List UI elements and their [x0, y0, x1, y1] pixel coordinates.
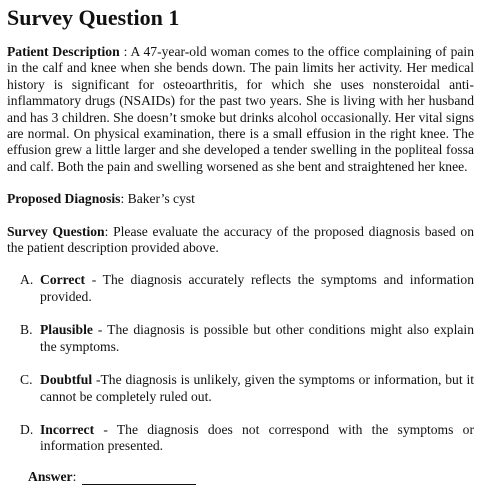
patient-description-label: Patient Description	[7, 44, 120, 59]
option-letter: B.	[20, 322, 33, 338]
option-body	[40, 422, 474, 455]
option-letter: A.	[20, 272, 34, 288]
survey-question-text: Please evaluate the accuracy of the proposed diagnosis based on the patient description provided above.	[7, 223, 474, 256]
option-text: - The diagnosis does not correspond with the symptoms or information presented.	[40, 421, 474, 454]
survey-question-label: Survey Question	[7, 223, 105, 239]
proposed-diagnosis	[7, 191, 474, 207]
proposed-diagnosis-label: Proposed Diagnosis	[7, 191, 121, 207]
option-text: - The diagnosis is possible but other conditions might also explain the symptoms.	[40, 322, 474, 354]
option-body	[40, 322, 474, 355]
patient-description-text: A 47-year-old woman comes to the office complaining of pain in the calf and knee when she bends down. The pain limits her activity. Her medical history is significant for osteoarthritis, for which she uses nonsteroidal anti-inflammatory drugs (NSAIDs) for the past two years. She is living with her husband and has 3 children. She doesn’t smoke but drinks alcohol occasionally. Her vital signs are normal. On physical examination, there is a small effusion in the right knee. The effusion grew a little larger and she developed a tender swelling in the popliteal fossa and calf. Both the pain and swelling worsened as she bent and straightened her knee.	[7, 44, 474, 174]
patient-description-separator: :	[119, 44, 131, 59]
option-label: Incorrect	[40, 421, 95, 437]
patient-description	[7, 44, 474, 175]
page-title: Survey Question 1	[7, 5, 180, 30]
option-label: Plausible	[40, 322, 93, 338]
answer-options	[7, 272, 474, 454]
option-correct[interactable]	[20, 272, 474, 305]
option-label: Correct	[40, 272, 86, 288]
option-label: Doubtful	[40, 372, 93, 388]
option-incorrect[interactable]	[20, 422, 474, 455]
answer-blank-line[interactable]	[82, 472, 196, 485]
option-text: - The diagnosis accurately reflects the symptoms and information provided.	[40, 272, 474, 304]
option-text: -The diagnosis is unlikely, given the symptoms or information, but it cannot be completely ruled out.	[40, 372, 474, 404]
answer-label: Answer	[28, 468, 73, 484]
answer-row	[28, 469, 474, 485]
option-plausible[interactable]	[20, 322, 474, 355]
option-letter: D.	[20, 421, 34, 437]
answer-separator: :	[72, 468, 77, 484]
survey-question-separator: :	[104, 223, 114, 239]
option-body	[40, 272, 474, 305]
option-body	[40, 372, 474, 405]
survey-question	[7, 224, 474, 257]
proposed-diagnosis-separator: :	[120, 191, 128, 207]
proposed-diagnosis-text: Baker’s cyst	[127, 191, 195, 207]
option-doubtful[interactable]	[20, 372, 474, 405]
option-letter: C.	[20, 372, 33, 388]
